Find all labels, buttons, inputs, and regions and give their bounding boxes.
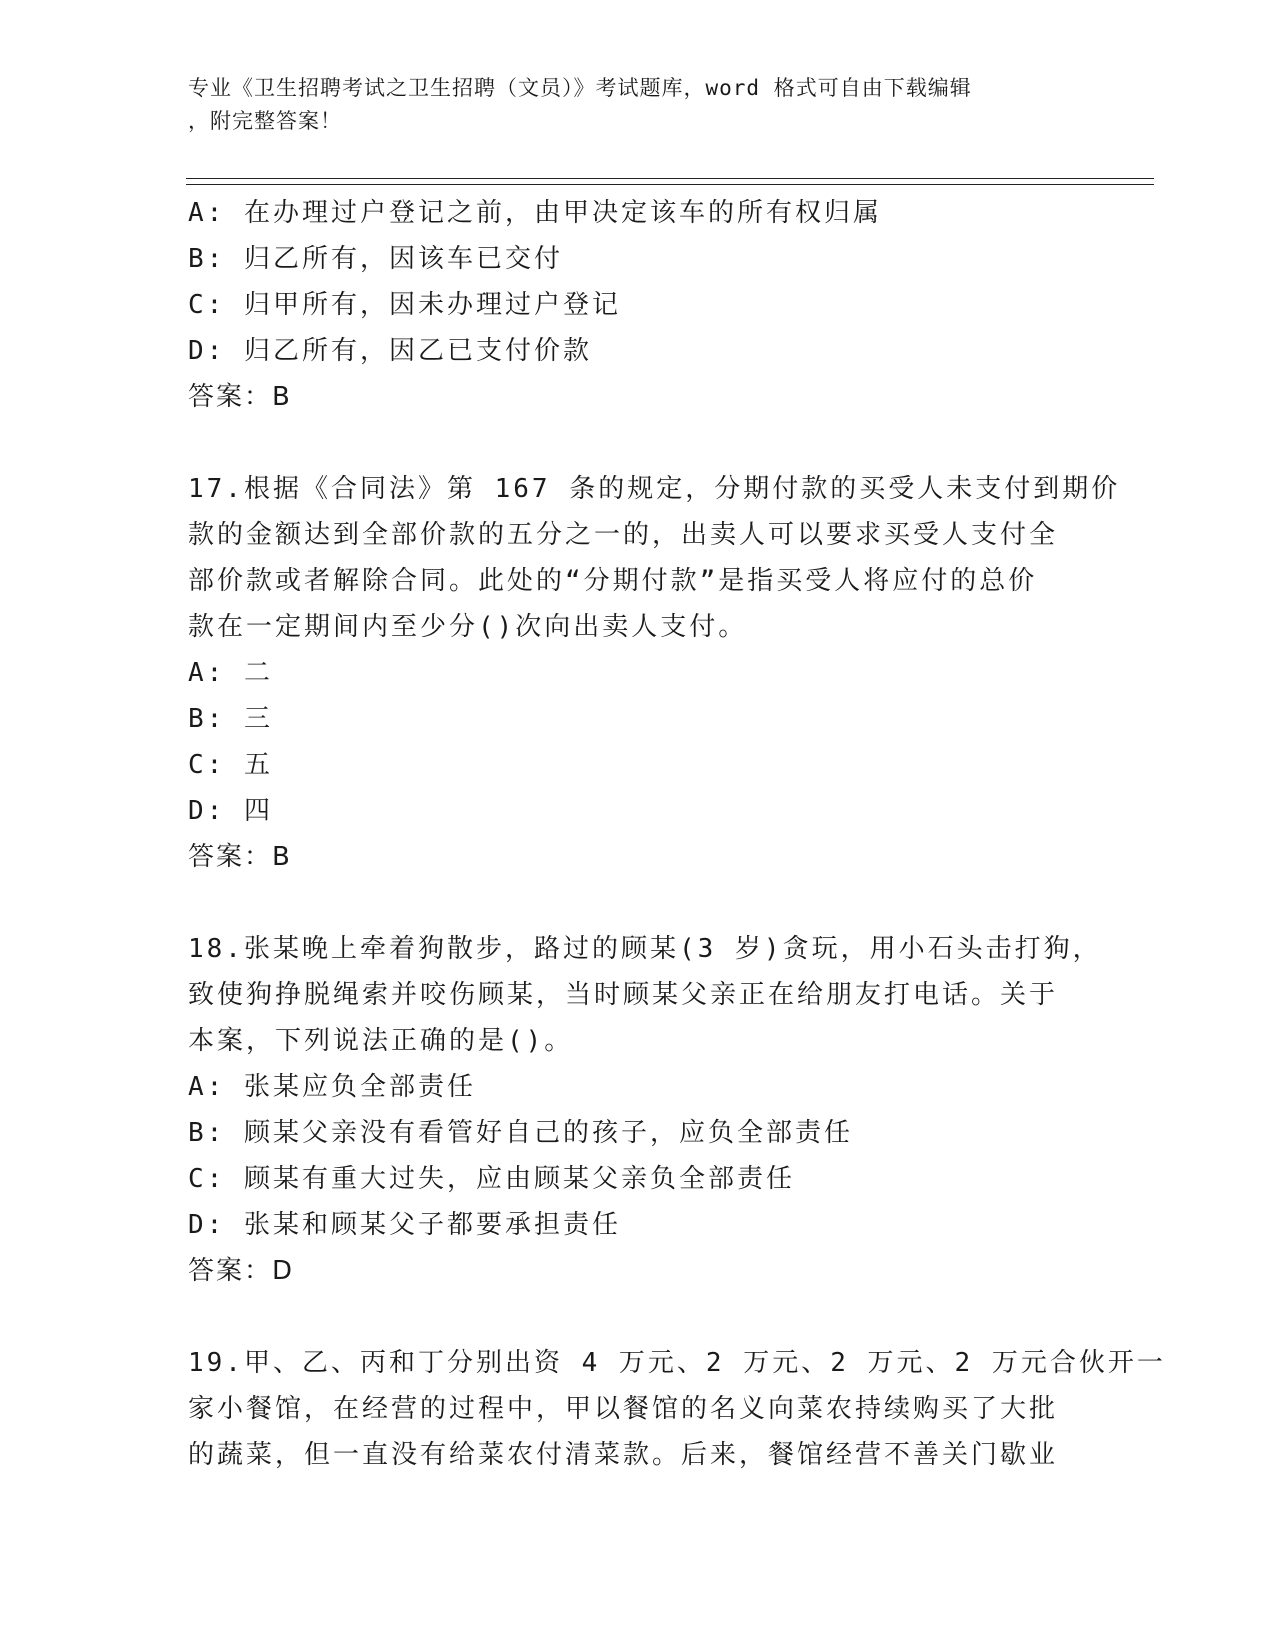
- question-stem-line: 款在一定期间内至少分()次向出卖人支付。: [188, 612, 748, 642]
- question-stem-line: 18.张某晚上牵着狗散步，路过的顾某(3 岁)贪玩，用小石头击打狗，: [188, 934, 1102, 964]
- header-line-1: 专业《卫生招聘考试之卫生招聘（文员）》考试题库，word 格式可自由下载编辑: [188, 76, 972, 100]
- question-19-block: [188, 1340, 1166, 1478]
- option-b: B: 归乙所有，因该车已交付: [188, 244, 563, 274]
- question-stem-line: 19.甲、乙、丙和丁分别出资 4 万元、2 万元、2 万元、2 万元合伙开一: [188, 1348, 1166, 1378]
- header-divider-bottom: [186, 184, 1154, 185]
- option-b: B: 三: [188, 704, 273, 734]
- option-c: C: 顾某有重大过失，应由顾某父亲负全部责任: [188, 1164, 795, 1194]
- option-d: D: 四: [188, 796, 273, 826]
- spacer: [188, 420, 1088, 466]
- option-b: B: 顾某父亲没有看管好自己的孩子，应负全部责任: [188, 1118, 853, 1148]
- question-18-block: [188, 926, 1102, 1294]
- question-16-block: [188, 190, 1088, 420]
- question-17-block: [188, 466, 1121, 880]
- question-stem-line: 家小餐馆，在经营的过程中，甲以餐馆的名义向菜农持续购买了大批: [188, 1394, 1059, 1424]
- question-stem-line: 部价款或者解除合同。此处的“分期付款”是指买受人将应付的总价: [188, 566, 1038, 596]
- header-line-2: ，附完整答案！: [188, 109, 342, 133]
- spacer: [188, 880, 1088, 926]
- header-divider-top: [186, 178, 1154, 179]
- question-stem-line: 本案，下列说法正确的是()。: [188, 1026, 574, 1056]
- question-stem-line: 17.根据《合同法》第 167 条的规定，分期付款的买受人未支付到期价: [188, 474, 1121, 504]
- question-stem-line: 致使狗挣脱绳索并咬伤顾某，当时顾某父亲正在给朋友打电话。关于: [188, 980, 1059, 1010]
- question-stem-line: 款的金额达到全部价款的五分之一的，出卖人可以要求买受人支付全: [188, 520, 1059, 550]
- answer: 答案：D: [188, 1256, 295, 1286]
- document-header: [188, 72, 1068, 138]
- spacer: [188, 1294, 1088, 1340]
- option-a: A: 二: [188, 658, 273, 688]
- option-d: D: 张某和顾某父子都要承担责任: [188, 1210, 621, 1240]
- option-a: A: 张某应负全部责任: [188, 1072, 476, 1102]
- question-stem-line: 的蔬菜，但一直没有给菜农付清菜款。后来，餐馆经营不善关门歇业: [188, 1440, 1059, 1470]
- option-d: D: 归乙所有，因乙已支付价款: [188, 336, 592, 366]
- option-a: A: 在办理过户登记之前，由甲决定该车的所有权归属: [188, 198, 882, 228]
- answer: 答案：B: [188, 382, 292, 412]
- answer: 答案：B: [188, 842, 292, 872]
- option-c: C: 归甲所有，因未办理过户登记: [188, 290, 621, 320]
- option-c: C: 五: [188, 750, 273, 780]
- question-content: [188, 190, 1166, 1478]
